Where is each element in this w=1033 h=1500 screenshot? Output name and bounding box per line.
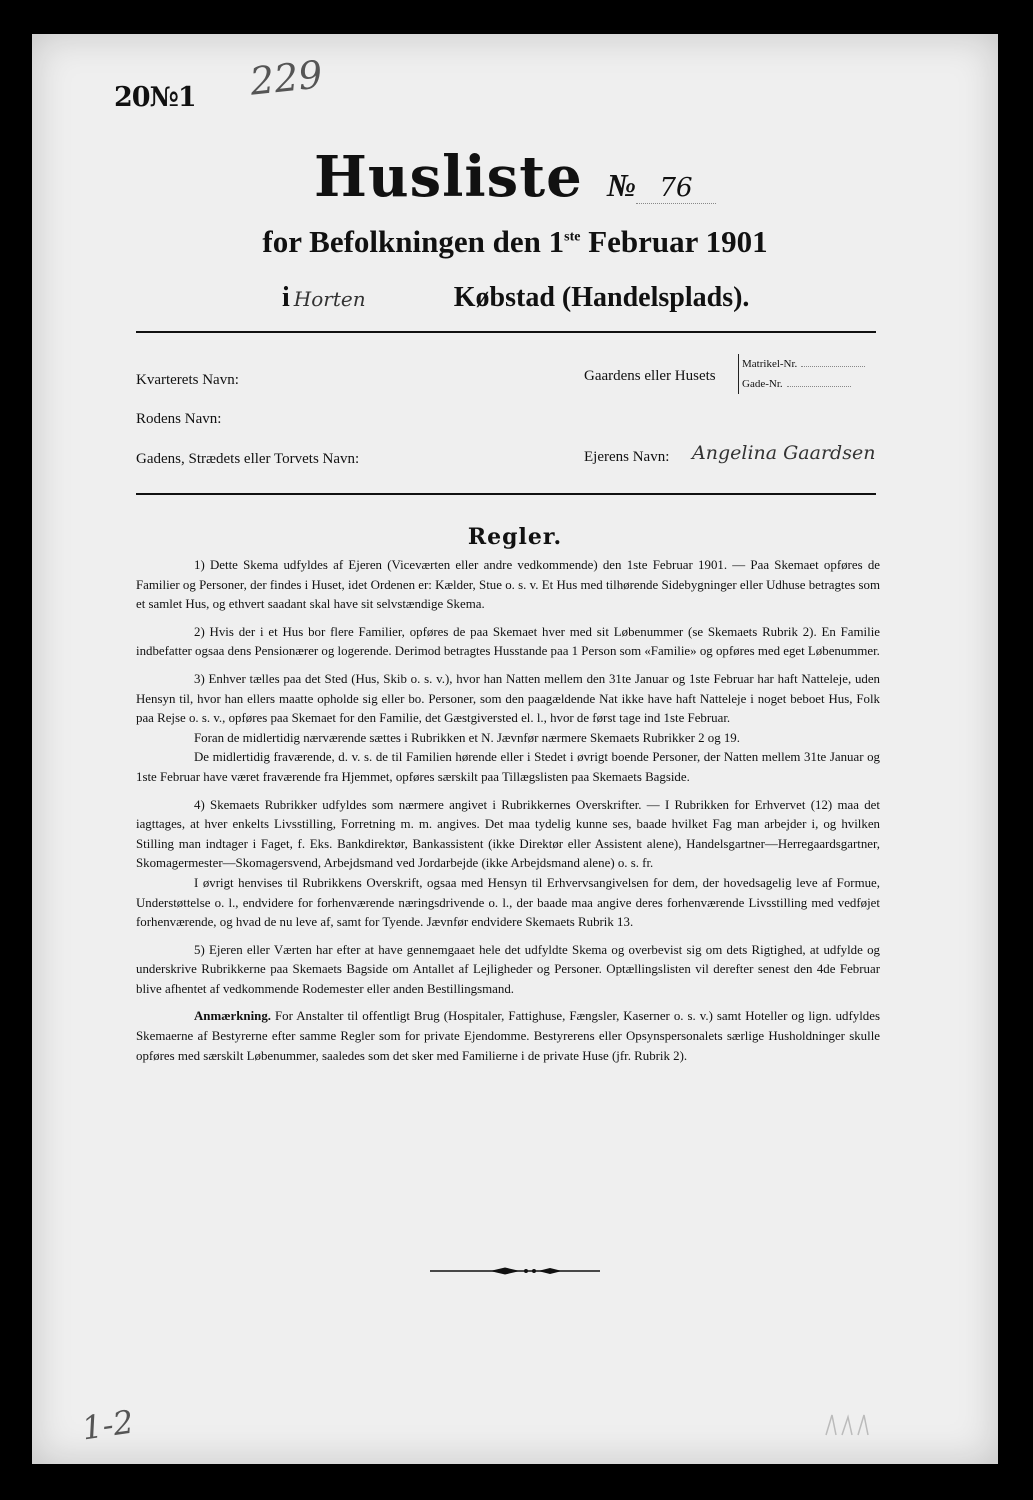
rule-4: 4) Skemaets Rubrikker udfyldes som nærmere angivet i Rubrikkernes Overskrifter. — I Rubrikken for Erhvervet (12) maa det iagttages, at hver enkelts Livsstilling, Forretning m. m. angives. Det maa tydelig kunne ses, baade hvilket Fag man arbejder i, og hvilken Stilling man indtager i Faget, f. Eks. Bankdirektør, Bankassistent (ikke Direktør eller Assistent alene), Handelsgartner—Herregaardsgartner, Skomagermester—Skomagersvend, Arbejdsmand ved Jordarbejde (ikke Arbejdsmand alene) o. s. fr. [136, 797, 880, 871]
matrikel-label: Matrikel-Nr. [742, 358, 798, 370]
faint-pencil-mark [822, 1409, 882, 1439]
ejer-value: Angelina Gaardsen [692, 442, 876, 464]
subtitle-pre: for Befolkningen den 1 [262, 224, 565, 259]
matrikel-line [801, 366, 865, 367]
top-divider [136, 331, 876, 333]
title-number-value: 76 [636, 173, 716, 204]
bottom-divider [136, 493, 876, 495]
roden-label: Rodens Navn: [136, 411, 222, 427]
subtitle-post: Februar 1901 [580, 224, 768, 259]
rules-text [136, 556, 880, 1074]
rule-3-n: Foran de midlertidig nærværende sættes i Rubrikken et N. Jævnfør nærmere Skemaets Rubrikker 2 og 19. [194, 730, 740, 745]
note-text: For Anstalter til offentligt Brug (Hospitaler, Fattighuse, Fængsler, Kaserner o. s. v.) samt Hoteller og lign. udfyldes Skemaerne af Bestyrerne efter samme Regler som for private Ejendomme. Bestyrerens eller Opsynspersonalets særlige Husholdninger skulle opføres med særskilt Løbenummer, saaledes som det sker med Familierne i de private Huse (jfr. Rubrik 2). [136, 1009, 880, 1063]
subtitle [32, 224, 998, 260]
town-suffix: Købstad (Handelsplads). [453, 282, 750, 313]
ejer-label: Ejerens Navn: [584, 449, 670, 465]
corner-handwritten-number: 229 [247, 52, 325, 104]
kvarter-label: Kvarterets Navn: [136, 372, 239, 388]
town-name: Horten [293, 287, 366, 311]
rule-2: 2) Hvis der i et Hus bor flere Familier, opføres de paa Skemaet hver med sit Løbenummer (se Skemaets Rubrik 2). En Familie indbefatter ogsaa dens Pensionærer og logerende. Derimod betragtes Husstande paa 1 Person som «Familie» og opføres med eget Løbenummer. [136, 624, 880, 659]
note-label: Anmærkning. [194, 1009, 272, 1024]
note [136, 1007, 880, 1066]
gaard-numbers [738, 354, 865, 394]
subtitle-sup: ste [564, 229, 581, 245]
gade-nr-label: Gade-Nr. [742, 378, 783, 390]
form-title [32, 144, 998, 210]
rule-3: 3) Enhver tælles paa det Sted (Hus, Skib o. s. v.), hvor han Natten mellem den 31te Januar og 1ste Februar har haft Natteleje, uden Hensyn til, hvor han ellers maatte opholde sig eller bo. Personer, som den paagældende Nat ikke have haft Natteleje i noget beboet Hus, Folk paa Rejse o. s. v., opføres paa Skemaet for den Familie, det Gæstgiversted el. l., hvor de først tage ind 1ste Februar. [136, 671, 880, 726]
title-word: Husliste [313, 144, 583, 210]
town-prefix: i [282, 282, 290, 313]
gaden-label: Gadens, Strædets eller Torvets Navn: [136, 451, 360, 467]
rule-4-cont: I øvrigt henvises til Rubrikkens Overskrift, ogsaa med Hensyn til Erhvervsangivelsen for dem, der hovedsagelig leve af Formue, Understøttelse o. l., endvidere for forhenværende næringsdrivende o. l., der baade maa angive deres forhenværende Livsstilling med vedføjet forhenværende, og hvad de nu leve af, samt for Tyende. Jævnfør endvidere Skemaets Rubrik 13. [136, 875, 880, 930]
rule-5: 5) Ejeren eller Værten har efter at have gennemgaaet hele det udfyldte Skema og overbevist sig om dets Rigtighed, at udfylde og underskrive Rubrikkerne paa Skemaets Bagside om Antallet af Lejligheder og Personer. Optællingslisten vil derefter senest den 4de Februar blive afhentet af vedkommende Rodemester eller anden Bestillingsmand. [136, 942, 880, 996]
census-form-page [32, 34, 998, 1464]
town-line [282, 282, 749, 314]
regler-heading: Regler. [467, 524, 563, 550]
ornament-divider [430, 1266, 600, 1276]
pencil-note-bottom-left: 1-2 [79, 1402, 136, 1448]
title-number-label: № [606, 167, 636, 203]
rule-3-absent: De midlertidig fraværende, d. v. s. de til Familien hørende eller i Stedet i øvrigt boende Personer, der Natten mellem 31te Januar og 1ste Februar have været fraværende fra Hjemmet, opføres særskilt paa Tillægslisten paa Skemaets Bagside. [136, 750, 880, 784]
gade-nr-line [787, 386, 851, 387]
gaard-label: Gaardens eller Husets [584, 368, 716, 384]
rule-1: 1) Dette Skema udfyldes af Ejeren (Viceværten eller andre vedkommende) den 1ste Februar 1901. — Paa Skemaet opføres de Familier og Personer, der findes i Huset, idet Ordenen er: Kælder, Stue o. s. v. Et Hus med tilhørende Sidebygninger eller Udhuse betragtes som et samlet Hus, og ethvert saadant skal have sit selvstændige Skema. [136, 558, 880, 612]
form-number: 20№1 [114, 82, 196, 113]
